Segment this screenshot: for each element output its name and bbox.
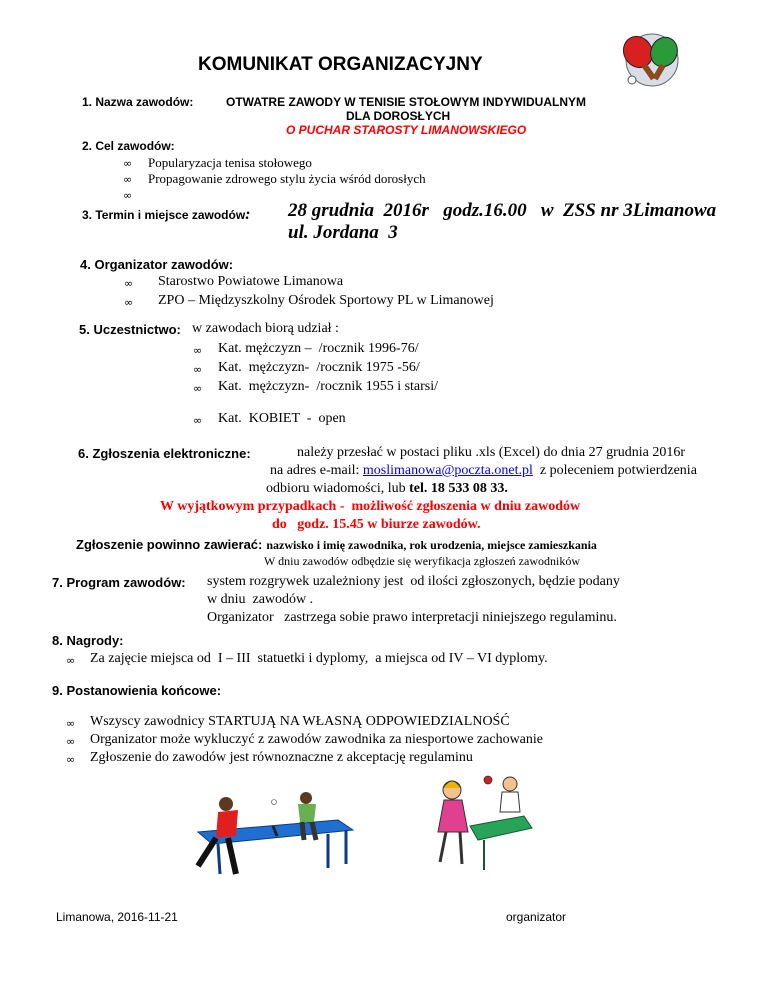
girl-left-legs (440, 832, 462, 864)
s1-name-line1: OTWATRE ZAWODY W TENISIE STOŁOWYM INDYWIDUALNYM (226, 95, 586, 109)
footer-signature: organizator (506, 910, 567, 924)
girls-paddle (484, 776, 492, 784)
s7-line2: w dniu zawodów . (207, 592, 314, 607)
s2-bullet-2: ∞ (123, 173, 133, 186)
s6-text3 (266, 481, 508, 497)
s9-item-3: Zgłoszenie do zawodów jest równoznaczne z akceptację regulaminu (90, 750, 473, 765)
s3-when-where: 28 grudnia 2016r godz.16.00 w ZSS nr 3Limanowa (288, 200, 717, 221)
s9-bullet-2: ∞ (66, 735, 76, 748)
player-left-body (216, 810, 238, 838)
s9-label: 9. Postanowienia końcowe: (52, 683, 222, 698)
s9-item-1: Wszyscy zawodnicy STARTUJĄ NA WŁASNĄ ODPOWIEDZIALNOŚĆ (90, 714, 510, 729)
s6-text1: należy przesłać w postaci pliku .xls (Excel) do dnia 27 grudnia 2016r (297, 445, 685, 460)
s1-label: 1. Nazwa zawodów: (82, 95, 194, 109)
girls-table (470, 816, 532, 840)
player-left-head (219, 797, 233, 811)
s1-name-line2: DLA DOROSŁYCH (346, 109, 451, 123)
s6-req-text: nazwisko i imię zawodnika, rok urodzenia, miejsce zamieszkania (266, 538, 597, 552)
s2-item-1: Popularyzacja tenisa stołowego (148, 155, 312, 170)
s6-verify: W dniu zawodów odbędzie się weryfikacja zgłoszeń zawodników (264, 554, 581, 568)
clipart-ball (272, 800, 277, 805)
s6-req-label: Zgłoszenie powinno zawierać: (76, 537, 263, 552)
s5-item-4: Kat. KOBIET - open (218, 411, 346, 426)
player-right-head (300, 792, 312, 804)
s6-text2-pre: na adres e-mail: (270, 463, 360, 478)
logo-ball (628, 76, 636, 84)
page-title: KOMUNIKAT ORGANIZACYJNY (198, 54, 483, 75)
s6-requirements (76, 536, 597, 554)
s2-bullet-3: ∞ (123, 189, 133, 202)
s6-text2 (270, 463, 697, 479)
s6-text2-post: z poleceniem potwierdzenia (539, 463, 697, 478)
s5-label: 5. Uczestnictwo: (79, 322, 181, 337)
s5-item-3: Kat. mężczyzn- /rocznik 1955 i starsi/ (218, 379, 439, 394)
girl-right-body (500, 792, 520, 812)
girl-left-hair (443, 781, 461, 788)
s3-label (82, 206, 251, 224)
s6-exception-2: do godz. 15.45 w biurze zawodów. (272, 517, 481, 532)
table-tennis-men-clipart (178, 784, 358, 884)
s5-item-2: Kat. mężczyzn- /rocznik 1975 -56/ (218, 360, 420, 375)
s4-item-1: Starostwo Powiatowe Limanowa (158, 274, 344, 289)
s5-bullet-3: ∞ (193, 382, 203, 395)
s5-bullet-2: ∞ (193, 363, 203, 376)
email-link[interactable]: moslimanowa@poczta.onet.pl (362, 463, 533, 478)
table-leg-1 (218, 844, 220, 874)
s2-label: 2. Cel zawodów: (82, 139, 175, 153)
girl-right-head (503, 777, 517, 791)
s6-exception-1: W wyjątkowym przypadkach - możliwość zgłoszenia w dniu zawodów (160, 499, 581, 514)
s5-intro: w zawodach biorą udział : (192, 321, 339, 336)
s9-bullet-3: ∞ (66, 753, 76, 766)
s7-line3: Organizator zastrzega sobie prawo interpretacji niniejszego regulaminu. (207, 610, 617, 625)
footer-place-date: Limanowa, 2016-11-21 (56, 910, 178, 924)
s8-bullet: ∞ (66, 654, 76, 667)
s4-bullet-1: ∞ (124, 277, 134, 290)
s4-label: 4. Organizator zawodów: (80, 257, 234, 272)
s3-colon: : (245, 206, 251, 223)
s2-bullet-1: ∞ (123, 157, 133, 170)
s8-label: 8. Nagrody: (52, 633, 124, 648)
s5-bullet-1: ∞ (193, 344, 203, 357)
ping-pong-logo (612, 30, 684, 92)
s3-label-text: 3. Termin i miejsce zawodów (82, 208, 246, 222)
player-right-body (298, 804, 316, 822)
s9-bullet-1: ∞ (66, 717, 76, 730)
s4-bullet-2: ∞ (124, 296, 134, 309)
s5-bullet-4: ∞ (193, 414, 203, 427)
s3-address: ul. Jordana 3 (288, 222, 398, 243)
s6-text3-pre: odbioru wiadomości, lub (266, 481, 406, 496)
s1-cup: O PUCHAR STAROSTY LIMANOWSKIEGO (286, 123, 527, 137)
s8-item: Za zajęcie miejsca od I – III statuetki i dyplomy, a miejsca od IV – VI dyplomy. (90, 651, 548, 666)
s9-item-2: Organizator może wykluczyć z zawodów zawodnika za niesportowe zachowanie (90, 732, 543, 747)
s7-label: 7. Program zawodów: (52, 575, 186, 590)
s6-phone: tel. 18 533 08 33. (409, 481, 508, 496)
s4-item-2: ZPO – Międzyszkolny Ośrodek Sportowy PL w Limanowej (158, 293, 494, 308)
s7-line1: system rozgrywek uzależniony jest od ilości zgłoszonych, będzie podany (207, 574, 620, 589)
table-tennis-girls-clipart (424, 770, 534, 880)
s2-item-2: Propagowanie zdrowego stylu życia wśród dorosłych (148, 171, 426, 186)
s5-item-1: Kat. mężczyzn – /rocznik 1996-76/ (218, 341, 419, 356)
girl-left-dress (438, 800, 468, 832)
s6-label: 6. Zgłoszenia elektroniczne: (78, 446, 251, 461)
